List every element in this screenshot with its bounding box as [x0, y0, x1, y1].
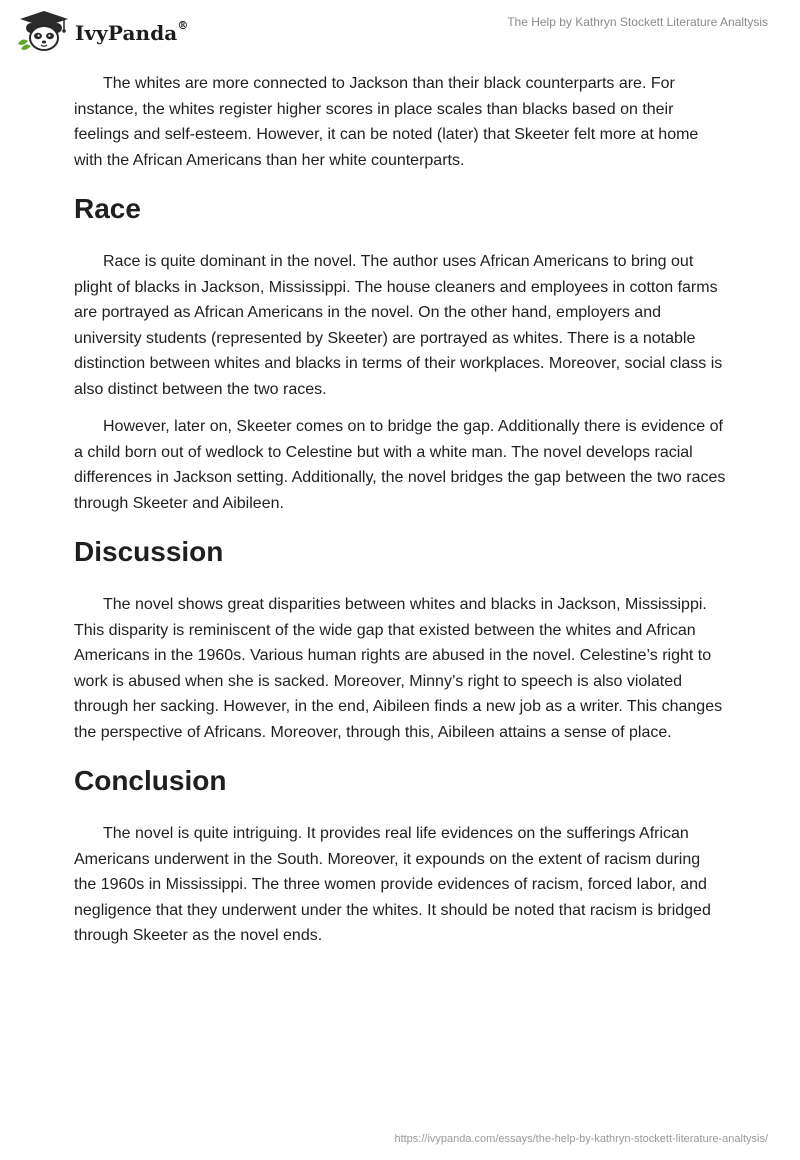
- ivypanda-logo[interactable]: [14, 8, 188, 52]
- essay-body: [74, 71, 726, 961]
- section-heading-conclusion: Conclusion: [74, 765, 227, 796]
- logo-wordmark: [75, 21, 188, 45]
- conclusion-paragraph: The novel is quite intriguing. It provides real life evidences on the sufferings African Americans underwent in the South. Moreover, it expounds on the extent of racism during the 1960s in Mississippi. The three women provide evidences of racism, forced labor, and negligence that they underwent under the whites. It should be noted that racism is bridged through Skeeter as the novel ends.: [74, 825, 711, 944]
- source-url[interactable]: https://ivypanda.com/essays/the-help-by-kathryn-stockett-literature-analtysis/: [394, 1133, 768, 1145]
- panda-graduation-cap-icon: [14, 8, 72, 52]
- discussion-paragraph: The novel shows great disparities between whites and blacks in Jackson, Mississippi. This disparity is reminiscent of the wide gap that existed between the whites and African Americans in the 1960s. Various human rights are abused in the novel. Celestine’s right to work is abused when she is sacked. Moreover, Minny’s right to speech is also violated through her sacking. However, in the end, Aibileen finds a new job as a writer. This changes the perspective of Africans. Moreover, through this, Aibileen attains a sense of place.: [74, 596, 723, 741]
- logo-text: IvyPanda: [75, 21, 178, 45]
- page-header: [0, 0, 800, 58]
- section-heading-discussion: Discussion: [74, 536, 224, 567]
- document-title: The Help by Kathryn Stockett Literature Analtysis: [507, 15, 768, 29]
- race-paragraph-1: Race is quite dominant in the novel. The author uses African Americans to bring out plight of blacks in Jackson, Mississippi. The house cleaners and employees in cotton farms are portrayed as African Americans in the novel. On the other hand, employers and university students (represented by Skeeter) are portrayed as whites. There is a notable distinction between whites and blacks in terms of their workplaces. Moreover, social class is also distinct between the two races.: [74, 253, 723, 398]
- race-paragraph-2: However, later on, Skeeter comes on to bridge the gap. Additionally there is evidence of a child born out of wedlock to Celestine but with a white man. The novel develops racial differences in Jackson setting. Additionally, the novel bridges the gap between the two races through Skeeter and Aibileen.: [74, 418, 726, 512]
- section-heading-race: Race: [74, 193, 141, 224]
- registered-mark: ®: [177, 19, 189, 32]
- intro-paragraph: The whites are more connected to Jackson than their black counterparts are. For instance, the whites register higher scores in place scales than blacks based on their feelings and self-esteem. However, it can be noted (later) that Skeeter felt more at home with the African Americans than her white counterparts.: [74, 75, 699, 169]
